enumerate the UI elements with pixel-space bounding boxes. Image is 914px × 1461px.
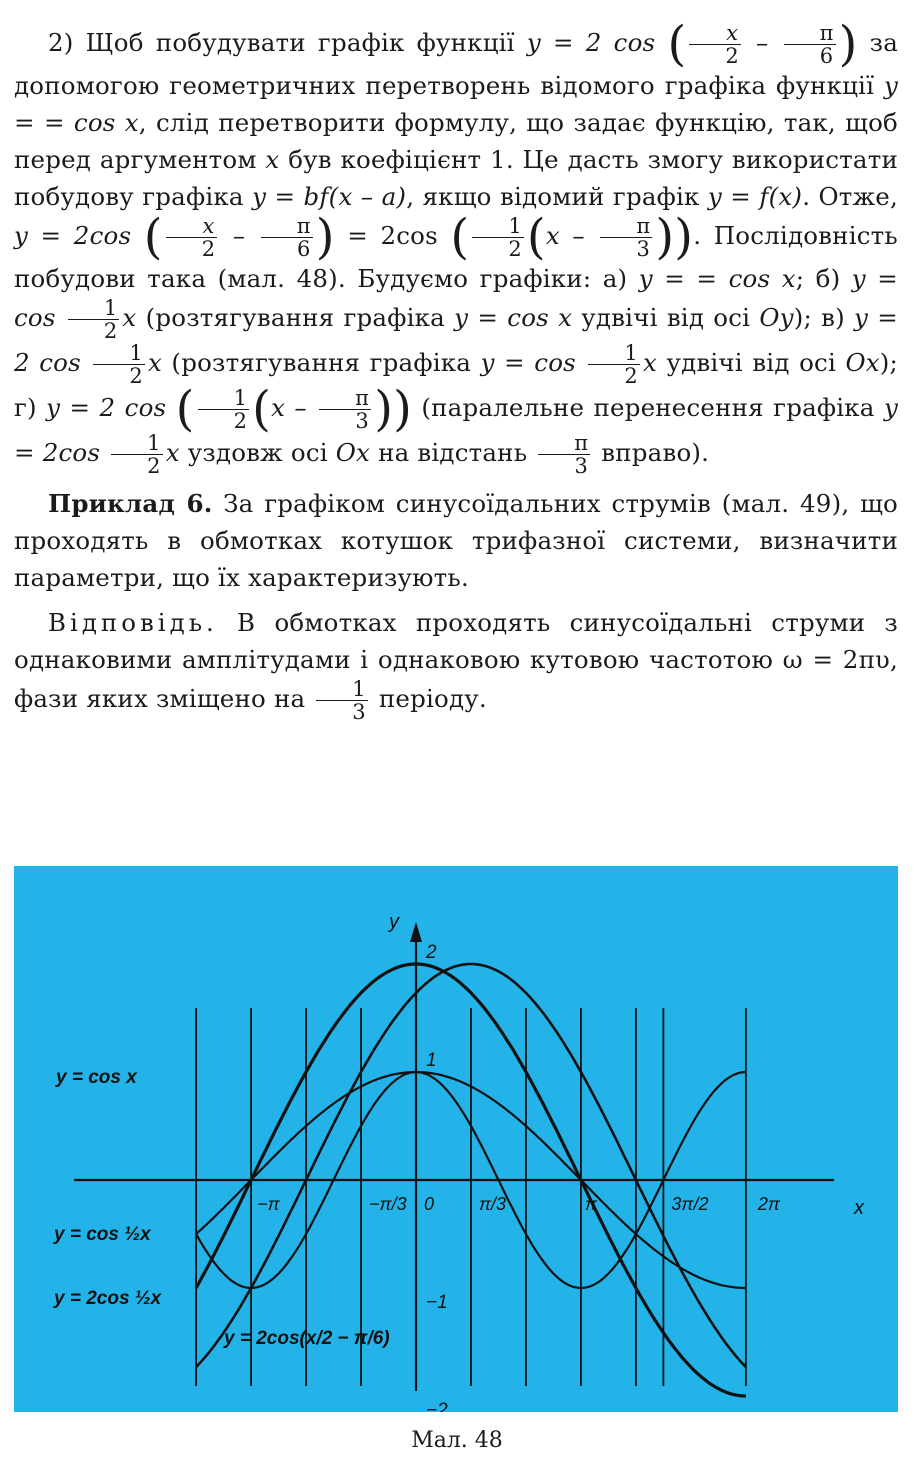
text-run: ); г) — [14, 348, 898, 422]
fraction — [472, 215, 524, 260]
x-tick-label: 0 — [424, 1194, 435, 1214]
curve-label: y = 2cos(x/2 − π/6) — [224, 1328, 390, 1349]
fraction — [166, 215, 218, 260]
y-tick-label: −1 — [426, 1292, 448, 1313]
fraction-den: 2 — [233, 409, 248, 433]
fraction-den: 3 — [352, 700, 366, 724]
fraction-den: 2 — [725, 44, 739, 68]
fraction-num: 1 — [68, 297, 120, 320]
fraction-num: π — [319, 387, 371, 410]
fraction-num: 1 — [93, 342, 145, 365]
text-run: 2) Щоб побудувати графік функції — [48, 28, 527, 57]
y-axis-label: y — [389, 911, 399, 933]
formula: y = = cos x — [638, 264, 796, 293]
fraction-den: 2 — [508, 237, 522, 261]
formula: x — [265, 145, 280, 174]
fraction-den: 6 — [819, 44, 834, 68]
formula: ω = 2πυ — [782, 645, 890, 674]
text-run: періоду. — [370, 684, 487, 713]
x-tick-label: 3π/2 — [671, 1194, 709, 1214]
formula: Oy — [759, 303, 794, 332]
fraction — [784, 22, 836, 67]
formula: y = cos — [14, 264, 898, 332]
text-run: (розтягування графіка — [136, 303, 455, 332]
paragraph-2 — [14, 485, 898, 596]
text-run: , слід перетворити формулу, що задає функцію, так, щоб перед аргументом — [14, 108, 898, 174]
y-tick-label: 1 — [426, 1050, 437, 1071]
x-tick-label: 2π — [757, 1194, 780, 1214]
text-run: удвічі від осі — [572, 303, 760, 332]
text-run: уздовж осі — [179, 438, 336, 467]
text-run: . Послідовність побудови така (мал. 48). Будуємо графіки: а) — [14, 221, 898, 293]
paragraph-3 — [14, 604, 898, 723]
x-axis-label: x — [854, 1197, 864, 1219]
fraction — [68, 297, 120, 342]
answer-label: Відповідь. — [48, 608, 218, 637]
figure-caption: Мал. 48 — [411, 1428, 503, 1453]
fraction-num: 1 — [111, 432, 163, 455]
text-run: – — [220, 221, 258, 250]
text-run: вправо). — [593, 438, 710, 467]
fraction-num: π — [538, 432, 590, 455]
curve-labels — [53, 1067, 390, 1349]
y-axis-arrow — [410, 922, 422, 942]
fraction-num: π — [784, 22, 836, 45]
fraction-den: 2 — [147, 454, 161, 478]
text-run: ); в) — [793, 303, 855, 332]
fraction-den: 2 — [201, 237, 216, 261]
formula: y = = cos x — [14, 71, 898, 137]
formula: x — [165, 438, 180, 467]
fraction-num: 1 — [198, 387, 250, 410]
fraction-den: 2 — [129, 364, 143, 388]
formula: y = f(x) — [707, 182, 803, 211]
fraction-den: 3 — [574, 454, 589, 478]
formula: y = 2 cos — [526, 28, 656, 57]
fraction — [319, 387, 371, 432]
text-run: , якщо відомий графік — [406, 182, 708, 211]
formula: Ox — [335, 438, 371, 467]
formula: x – — [271, 393, 317, 422]
fraction — [198, 387, 250, 432]
text-run: за допомогою геометричних перетворень відомого графіка функції — [14, 28, 898, 100]
text-run: ; б) — [795, 264, 852, 293]
fraction-num: π — [600, 215, 652, 238]
formula: x — [147, 348, 162, 377]
text-run: (розтягування графіка — [161, 348, 481, 377]
curve-label: y = cos ½x — [54, 1224, 151, 1245]
body-text — [14, 16, 898, 724]
text-run: на відстань — [370, 438, 536, 467]
formula: y = 2cos — [14, 221, 132, 250]
fraction — [538, 432, 590, 477]
fraction — [316, 678, 368, 723]
fraction — [689, 22, 741, 67]
text-run: , фази яких зміщено на — [14, 645, 898, 713]
text-run: – — [743, 28, 781, 57]
formula: x — [122, 303, 137, 332]
fraction-num: x — [689, 22, 741, 45]
text-run: За графіком синусоїдальних струмів (мал. 49), що проходять в обмотках котушок трифазної системи, визначити параметри, що їх характеризують. — [14, 489, 898, 592]
fraction-num: 1 — [316, 678, 368, 701]
formula: x – — [545, 221, 598, 250]
formula: y = cos — [480, 348, 576, 377]
fraction-num: 1 — [472, 215, 524, 238]
fraction — [600, 215, 652, 260]
fraction — [111, 432, 163, 477]
text-run: . Отже, — [802, 182, 898, 211]
formula: y = bf(x – a) — [252, 182, 407, 211]
fraction-den: 6 — [296, 237, 311, 261]
curve-label: y = cos x — [56, 1067, 137, 1088]
example-label: Приклад 6. — [48, 489, 213, 518]
formula: y = 2cos — [14, 393, 898, 467]
curve-label: y = 2cos ½x — [54, 1288, 162, 1309]
figure-48 — [14, 866, 898, 1412]
y-tick-label: −2 — [426, 1400, 448, 1412]
fraction-den: 3 — [355, 409, 369, 433]
text-run: = 2cos — [334, 221, 438, 250]
fraction-num: π — [261, 215, 313, 238]
fraction — [588, 342, 640, 387]
formula: y = 2 cos — [14, 303, 898, 377]
fraction-num: 1 — [588, 342, 640, 365]
text-run: В обмотках проходять синусоїдальні струми з однаковими амплітудами і однаковою кутовою частотою — [14, 608, 898, 674]
formula: Ox — [845, 348, 880, 377]
formula: y = cos x — [454, 303, 573, 332]
y-tick-label: 2 — [426, 942, 437, 963]
fraction — [93, 342, 145, 387]
text-run: (паралельне перенесення графіка — [412, 393, 884, 422]
fraction-den: 2 — [103, 319, 118, 343]
x-tick-label: π/3 — [478, 1194, 507, 1214]
paragraph-1: 2) Щоб побудувати графік функції y = 2 cos ( $\frac{x}{2}$ – $\frac{\pi}{6}$ ) за допомогою геометричних перетворень відомого графіка функції y = = cos x, слід перетворити формулу, що задає функцію, так, щоб перед аргументом x був коефіцієнт 1. Це дасть змогу використати побудову графіка y = bf(x – a), якщо відомий графік y = f(x). Отже, y = 2cos ( $\frac{x}{2}$ – $\frac{\pi}{6}$ ) = 2cos ( $\frac{1}{2}$ (x – $\frac{\pi}{3}$ )). Послідовність побудови така (мал. 48). Будуємо графіки: а) y = = cos x; б) y = cos $\frac{1}{2}$ x (розтягування графіка y = cos x удвічі від осі Oy); в) y = 2 cos $\frac{1}{2}$ x (розтягування графіка y = cos $\frac{1}{2}$ x удвічі від осі Ox); г) y = 2 cos ( $\frac{1}{2}$ (x – $\frac{\pi}{3}$ )) (паралельне перенесення графіка y = 2cos $\frac{1}{2}$ x уздовж осі Ox на відстань $\frac{\pi}{3}$ вправо). — [14, 16, 898, 478]
x-tick-label: −π/3 — [369, 1194, 407, 1214]
cosine-chart — [14, 866, 898, 1412]
fraction-den: 2 — [624, 364, 638, 388]
fraction-num: x — [166, 215, 218, 238]
formula: x — [642, 348, 657, 377]
x-tick-label: −π — [257, 1194, 280, 1214]
text-run: був коефіцієнт 1. Це дасть змогу використати побудову графіка — [14, 145, 898, 211]
fraction-den: 3 — [636, 237, 651, 261]
x-tick-label: π — [584, 1194, 597, 1214]
fraction — [261, 215, 313, 260]
formula: y = 2 cos — [46, 393, 167, 422]
text-run: удвічі від осі — [656, 348, 846, 377]
